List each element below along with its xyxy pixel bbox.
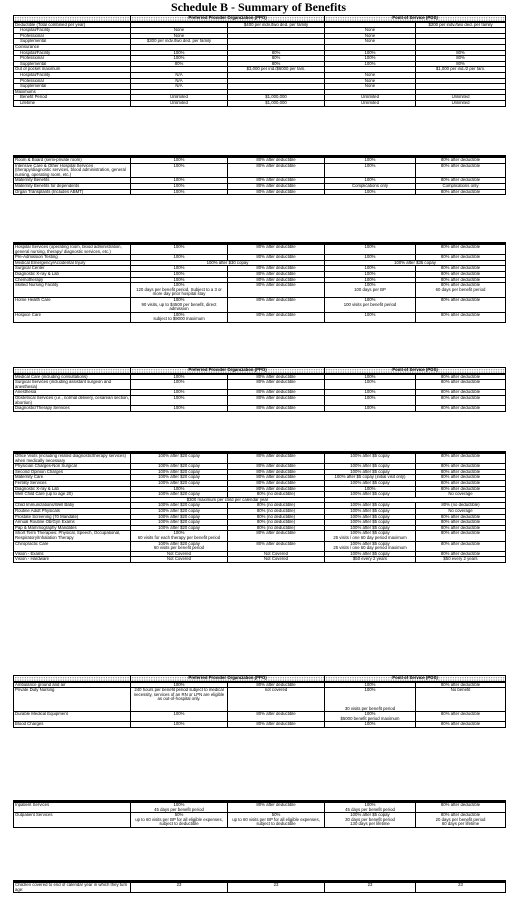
pos-in-network-cell: 100% after $5 copay	[325, 464, 416, 470]
ppo-in-network-cell: 100%	[131, 395, 228, 405]
pos-out-network-cell: 80% after deductible	[416, 514, 506, 520]
row-label: Medical Emergency/Accidental Injury	[14, 260, 131, 266]
row-label: Vision - Exams	[14, 551, 131, 557]
pos-in-network-cell: 100%	[325, 178, 416, 184]
header-pos: Point of Service (POS)	[325, 16, 506, 22]
ppo-out-network-cell: 80% after deductible	[228, 312, 325, 322]
row-label: Maternity Benefits for dependents	[14, 183, 131, 189]
pos-out-network-cell: 80% (no deductible)	[416, 503, 506, 509]
pos-out-network-cell: 80% after deductible	[416, 380, 506, 390]
table-row	[14, 541, 506, 551]
table-row	[14, 557, 506, 563]
row-label: Diagnostic/Therapy Services	[14, 406, 131, 412]
ppo-out-network-cell: 80% after deductible	[228, 395, 325, 405]
pos-in-network-cell: 100% after $5 copay	[325, 520, 416, 526]
table-row	[14, 100, 506, 106]
pos-in-network-cell: 100% after $5 copay 25 visits / one 60 day period maximum	[325, 541, 416, 551]
table-row	[14, 883, 506, 893]
row-label: Pap & Mammography Mandates	[14, 525, 131, 531]
pos-in-network-cell: 100% 100 days per BP	[325, 283, 416, 298]
pos-in-network-cell: 100% after $5 copay 30 days per benefit period 130 days per lifetime	[325, 813, 416, 828]
pos-in-network-cell: 100% after $5 copay	[325, 454, 416, 464]
table-row	[14, 245, 506, 255]
row-label: Benefit Period	[14, 95, 131, 101]
row-label: Supplemental	[14, 84, 131, 90]
row-label: Home Health Care	[14, 297, 131, 312]
ppo-out-network-cell: 80%	[228, 56, 325, 62]
pos-in-network-cell: None	[325, 78, 416, 84]
pos-in-network-cell: 100%	[325, 395, 416, 405]
pos-in-network-cell: 100%	[325, 722, 416, 728]
ppo-in-network-cell: 100%	[131, 189, 228, 195]
ppo-in-network-cell: None	[131, 33, 228, 39]
pos-out-network-cell: 80% after deductible	[416, 406, 506, 412]
ppo-out-network-cell: 80% after deductible	[228, 454, 325, 464]
pos-in-network-cell: 100%	[325, 486, 416, 492]
pos-in-network-cell: 100%	[325, 61, 416, 67]
ppo-in-network-cell: N/A	[131, 84, 228, 90]
pos-out-network-cell: 80% after deductible	[416, 390, 506, 396]
row-label: Diagnostic X-ray & Lab	[14, 271, 131, 277]
ppo-out-network-cell: 80% after deductible	[228, 380, 325, 390]
table-row	[14, 803, 506, 813]
pos-out-network-cell: 80% after deductible	[416, 531, 506, 541]
ppo-in-network-cell: 100%	[131, 374, 228, 380]
ppo-in-network-cell: Not Covered	[131, 557, 228, 563]
table-row	[14, 283, 506, 298]
pos-in-network-cell: 100% after $5 copay	[325, 525, 416, 531]
pos-out-network-cell: 80% after deductible 60 days per benefit period	[416, 283, 506, 298]
ppo-out-network-cell: 80%	[228, 61, 325, 67]
ppo-in-network-cell: 100% after $20 copay	[131, 503, 228, 509]
ppo-in-network-cell: 100% after $20 copay	[131, 492, 228, 498]
ppo-in-network-cell: 100%	[131, 271, 228, 277]
row-label: Private Duty Nursing	[14, 688, 131, 712]
pos-out-network-cell: $50 every 2 years	[416, 557, 506, 563]
ppo-out-network-cell: 80% after deductible	[228, 469, 325, 475]
row-label: Durable Medical Equipment	[14, 712, 131, 722]
ppo-out-network-cell: 80% after deductible	[228, 277, 325, 283]
ppo-in-network-cell: 100%	[131, 163, 228, 178]
row-label: Lifetime	[14, 100, 131, 106]
ppo-out-network-cell: 80% after deductible	[228, 712, 325, 722]
ppo-in-network-cell: 100% after $20 copay	[131, 454, 228, 464]
pos-out-network-cell: 80% after deductible	[416, 541, 506, 551]
ppo-in-network-cell: 100% after $20 copay	[131, 469, 228, 475]
row-label: Blood Charges	[14, 722, 131, 728]
table-row	[14, 454, 506, 464]
pos-out-network-cell: 80% after deductible	[416, 245, 506, 255]
table-section-1	[13, 15, 506, 107]
pos-in-network-cell: 100%	[325, 271, 416, 277]
pos-out-network-cell: 80% after deductible	[416, 158, 506, 164]
pos-out-network-cell: $1,000 per ind./2 per fam.	[416, 67, 506, 73]
pos-out-network-cell: 80% after deductible	[416, 682, 506, 688]
ppo-in-network-cell: None	[131, 28, 228, 34]
ppo-out-network-cell: 80% (no deductible)	[228, 508, 325, 514]
ppo-in-network-cell: 100%	[131, 722, 228, 728]
pos-in-network-cell: None	[325, 39, 416, 45]
header-pos: Point of Service (POS)	[325, 368, 506, 374]
pos-out-network-cell: 80% after deductible	[416, 454, 506, 464]
row-label: Supplemental	[14, 39, 131, 45]
pos-out-network-cell: 80% after deductible	[416, 722, 506, 728]
row-label: Second Opinion Charges	[14, 469, 131, 475]
ppo-out-network-cell: 80% (no deductible)	[228, 503, 325, 509]
pos-out-network-cell: No coverage	[416, 508, 506, 514]
ppo-out-network-cell: 80% after deductible	[228, 406, 325, 412]
pos-out-network-cell: $200 per indv./two ded. per family	[416, 22, 506, 28]
ppo-in-network-cell: 100% 45 days per benefit period	[131, 803, 228, 813]
ppo-in-network-cell: 100%	[131, 277, 228, 283]
ppo-in-network-cell: 100%	[131, 390, 228, 396]
ppo-in-network-cell: 100% after $20 copay	[131, 475, 228, 481]
header-ppo: Preferred Provider Organization (PPO)	[131, 676, 325, 682]
row-label: Inpatient Services	[14, 803, 131, 813]
row-label: Medical Care (including consultations)	[14, 374, 131, 380]
table-section-2	[13, 155, 506, 195]
row-label: Children covered to end of calendar year in which they turn age:	[14, 883, 131, 893]
table-row	[14, 312, 506, 322]
ppo-out-network-cell: 23	[228, 883, 325, 893]
ppo-in-network-cell: 100% 90 visits, up to $4500 per benefit, direct admission	[131, 297, 228, 312]
ppo-out-network-cell: 80% after deductible	[228, 480, 325, 486]
pos-out-network-cell: 80%	[416, 56, 506, 62]
pos-in-network-cell: 100% after $5 copay 25 visits / one 60 day period maximum	[325, 531, 416, 541]
ppo-out-network-cell: 80% (no deductible)	[228, 525, 325, 531]
row-label: Surgical Center	[14, 266, 131, 272]
pos-out-network-cell: 80% after deductible	[416, 178, 506, 184]
ppo-out-network-cell: 80% after deductible	[228, 158, 325, 164]
row-label: Room & Board (semi-private room)	[14, 158, 131, 164]
pos-out-network-cell: No coverage	[416, 492, 506, 498]
table-section-3	[13, 242, 506, 323]
ppo-out-network-cell: not covered	[228, 688, 325, 712]
pos-in-network-cell: 100%	[325, 380, 416, 390]
row-label: Diagnostic X-ray & Lab	[14, 486, 131, 492]
pos-out-network-cell: Unlimited	[416, 100, 506, 106]
ppo-out-network-cell: 80% after deductible	[228, 475, 325, 481]
row-label: Hospital Services (operating room, blood administration, general nursing, therapy/ diagnostic services, etc.)	[14, 245, 131, 255]
header-ppo: Preferred Provider Organization (PPO)	[131, 16, 325, 22]
ppo-out-network-cell: 80% after deductible	[228, 178, 325, 184]
pos-in-network-cell: 100% after $5 copay	[325, 480, 416, 486]
table-row	[14, 406, 506, 412]
ppo-out-network-cell: 80% after deductible	[228, 682, 325, 688]
ppo-out-network-cell: 80% (no deductible)	[228, 520, 325, 526]
pos-in-network-cell: None	[325, 72, 416, 78]
ppo-in-network-cell: 100% after $20 copay	[131, 508, 228, 514]
pos-in-network-cell: 23	[325, 883, 416, 893]
ppo-in-network-cell: $300 per indv./two ded. per family	[131, 39, 228, 45]
ppo-in-network-cell: 100% after $20 copay	[131, 480, 228, 486]
row-label: Deductible (Total combined per year)	[14, 22, 131, 28]
ppo-in-network-cell: 100%	[131, 56, 228, 62]
pos-in-network-cell: $50 every 2 years	[325, 557, 416, 563]
ppo-out-network-cell: Not Covered	[228, 557, 325, 563]
ppo-in-network-cell: 100% after $20 copay 60 visits per benefit period	[131, 541, 228, 551]
row-label: Physician Charges-Non Surgical	[14, 464, 131, 470]
ppo-in-network-cell: 100%	[131, 255, 228, 261]
ppo-out-network-cell: $400 per indv./two ded. per family	[228, 22, 325, 28]
ppo-out-network-cell: 80% after deductible	[228, 255, 325, 261]
pos-in-network-cell: 100%	[325, 245, 416, 255]
pos-out-network-cell: 80% after deductible	[416, 312, 506, 322]
pos-out-network-cell: 80% after deductible	[416, 464, 506, 470]
ppo-out-network-cell: 80% after deductible	[228, 374, 325, 380]
page-title: Schedule B - Summary of Benefits	[171, 0, 346, 14]
ppo-in-network-cell: 100% 120 days per benefit period, Subject to a 3 or more day prior hospital stay	[131, 283, 228, 298]
pos-in-network-cell: 100%	[325, 277, 416, 283]
header-ppo: Preferred Provider Organization (PPO)	[131, 368, 325, 374]
pos-in-network-cell: 100%	[325, 255, 416, 261]
row-label: Surgical Services (including assistant surgeon and anesthesia)	[14, 380, 131, 390]
pos-in-network-cell: 100%	[325, 406, 416, 412]
ppo-in-network-cell: 100%	[131, 158, 228, 164]
pos-in-network-cell: None	[325, 33, 416, 39]
table-section-4	[13, 367, 506, 412]
ppo-combined-cell: 100% after $30 copay	[131, 260, 325, 266]
row-label: Outpatient Services	[14, 813, 131, 828]
pos-out-network-cell: 80% after deductible	[416, 469, 506, 475]
pos-in-network-cell: 100%	[325, 312, 416, 322]
pos-in-network-cell: Unlimited	[325, 95, 416, 101]
pos-out-network-cell: 80% after deductible	[416, 163, 506, 178]
row-label: Maternity Benefits	[14, 178, 131, 184]
table-row	[14, 722, 506, 728]
pos-out-network-cell: 23	[416, 883, 506, 893]
pos-out-network-cell: 80% after deductible	[416, 277, 506, 283]
pos-out-network-cell: Unlimited	[416, 95, 506, 101]
row-label: Obstetrical Services (i.e., normal delivery, cesarean section, abortion)	[15, 395, 129, 405]
pos-out-network-cell: 80% after deductible	[416, 525, 506, 531]
row-label: Out of pocket maximum	[14, 67, 131, 73]
table-section-7	[13, 800, 506, 828]
ppo-out-network-cell: 80% after deductible	[228, 297, 325, 312]
ppo-out-network-cell: $1,000,000	[228, 100, 325, 106]
pos-in-network-cell: 100% after $5 copay	[325, 551, 416, 557]
ppo-out-network-cell: 80% after deductible	[228, 283, 325, 298]
row-label: Child Immunizations/Well Baby	[14, 503, 131, 509]
row-label: Supplemental	[14, 61, 131, 67]
ppo-in-network-cell: 100%	[131, 712, 228, 722]
ppo-out-network-cell: $3,000 per ind./$6000 per fam.	[228, 67, 325, 73]
ppo-in-network-cell: 100% after $20 copay	[131, 464, 228, 470]
pos-out-network-cell: 80% after deductible	[416, 255, 506, 261]
table-row	[14, 395, 506, 405]
row-label: Fertility Services	[14, 480, 131, 486]
ppo-out-network-cell: 80% after deductible	[228, 189, 325, 195]
row-label: Hospital/Facility	[14, 50, 131, 56]
table-section-8	[13, 880, 506, 893]
table-row	[14, 712, 506, 722]
ppo-in-network-cell: 100%	[131, 406, 228, 412]
ppo-in-network-cell: 100%	[131, 682, 228, 688]
table-section-5	[13, 451, 506, 563]
pos-out-network-cell: 80% after deductible	[416, 486, 506, 492]
pos-in-network-cell: 100%	[325, 189, 416, 195]
ppo-in-network-cell: N/A	[131, 78, 228, 84]
pos-out-network-cell: 80% after deductible	[416, 395, 506, 405]
pos-in-network-cell: 100% 30 visits per benefit period	[325, 688, 416, 712]
pos-out-network-cell: 80% after deductible	[416, 480, 506, 486]
row-label: Professional	[14, 78, 131, 84]
table-row	[14, 297, 506, 312]
pos-out-network-cell: 80% after deductible	[416, 475, 506, 481]
ppo-in-network-cell: 100%	[131, 380, 228, 390]
row-label: Hospice Care	[14, 312, 131, 322]
ppo-out-network-cell: 80% after deductible	[228, 531, 325, 541]
ppo-in-network-cell: 240 hours per benefit period subject to medical necessity, services of an RN or LPN are eligible as out-of-hospital only.	[131, 688, 228, 712]
ppo-out-network-cell: 80%	[228, 50, 325, 56]
pos-out-network-cell: 80% after deductible	[416, 271, 506, 277]
row-label: Coinsurance	[14, 44, 131, 50]
row-label: Maximums	[14, 89, 131, 95]
pos-in-network-cell: Unlimited	[325, 100, 416, 106]
ppo-in-network-cell: 23	[131, 883, 228, 893]
ppo-in-network-cell: 100% subject to $9000 maximum	[131, 312, 228, 322]
ppo-in-network-cell: 100% 60 visits for each therapy per benefit period	[131, 531, 228, 541]
pos-out-network-cell: 80% after deductible	[416, 712, 506, 722]
ppo-out-network-cell: Not Covered	[228, 551, 325, 557]
pos-in-network-cell: 100%	[325, 390, 416, 396]
row-label: Professional	[14, 33, 131, 39]
row-label: Chiropractic Care	[14, 541, 131, 551]
pos-in-network-cell: 100% after $5 copay	[325, 508, 416, 514]
table-row	[14, 163, 506, 178]
row-label: Annual Routine Ob/Gyn Exams	[14, 520, 131, 526]
pos-in-network-cell: 100%	[325, 50, 416, 56]
row-label: Anesthesia	[14, 390, 131, 396]
pos-out-network-cell: 80%	[416, 50, 506, 56]
ppo-in-network-cell: 80%	[131, 61, 228, 67]
table-row	[14, 189, 506, 195]
pos-out-network-cell: 80% after deductible	[416, 297, 506, 312]
row-label: Intensive Care & Other Hospital Services (therapy/diagnostic services, blood administration, general nursing, operating room, etc.)	[14, 163, 131, 178]
ppo-in-network-cell: 100%	[131, 245, 228, 255]
pos-out-network-cell: 80% after deductible	[416, 266, 506, 272]
ppo-in-network-cell: Not Covered	[131, 551, 228, 557]
pos-in-network-cell: 100% 100 visits per benefit period	[325, 297, 416, 312]
ppo-in-network-cell: 100% after $20 copay	[131, 520, 228, 526]
pos-in-network-cell: 100% after $5 copay	[325, 492, 416, 498]
row-label: Routine Adult Physicals	[14, 508, 131, 514]
ppo-in-network-cell: 100% after $20 copay	[131, 514, 228, 520]
ppo-in-network-cell: 100% after $20 copay	[131, 525, 228, 531]
pos-out-network-cell: 80% after deductible	[416, 803, 506, 813]
row-label: Skilled Nursing Facility	[14, 283, 131, 298]
pos-combined-cell: 100% after $35 copay	[325, 260, 506, 266]
row-label: Maternity Care	[14, 475, 131, 481]
pos-out-network-cell: 80%	[416, 61, 506, 67]
pos-in-network-cell: 100% after $5 copay	[325, 514, 416, 520]
pos-in-network-cell: 100% after $5 copay	[325, 503, 416, 509]
pos-in-network-cell: 100% 45 days per benefit period	[325, 803, 416, 813]
pos-in-network-cell: 100% $5000 benefit period maximum	[325, 712, 416, 722]
row-label: Vision - Hardware	[14, 557, 131, 563]
ppo-out-network-cell: 50% up to 60 visits per BP for all eligible expenses, subject to deductible	[228, 813, 325, 828]
pos-in-network-cell: None	[325, 28, 416, 34]
ppo-out-network-cell: 80% after deductible	[228, 541, 325, 551]
ppo-in-network-cell: N/A	[131, 72, 228, 78]
table-row	[14, 531, 506, 541]
ppo-in-network-cell: Unlimited	[131, 95, 228, 101]
table-row	[14, 380, 506, 390]
pos-in-network-cell: 100%	[325, 266, 416, 272]
row-label: Prostate Screening (70 Mandate)	[14, 514, 131, 520]
pos-in-network-cell: None	[325, 84, 416, 90]
ppo-combined-cell: $300 maximum per child per calendar year	[131, 497, 325, 503]
row-label: Professional	[14, 56, 131, 62]
ppo-in-network-cell: Unlimited	[131, 100, 228, 106]
pos-out-network-cell: 80% after deductible	[416, 520, 506, 526]
ppo-out-network-cell: 80% after deductible	[228, 803, 325, 813]
ppo-out-network-cell: 80% (no deductible)	[228, 492, 325, 498]
ppo-in-network-cell: 100%	[131, 266, 228, 272]
ppo-in-network-cell: 100%	[131, 50, 228, 56]
row-label: Short Term Therapies: Physical, Speech, Occupational, Respiratory/Inhalation Therapy	[14, 531, 131, 541]
ppo-out-network-cell: $1,000,000	[228, 95, 325, 101]
pos-out-network-cell: 80% after deductible	[416, 374, 506, 380]
row-label: Ambulance ground and air	[14, 682, 131, 688]
ppo-out-network-cell: 80% after deductible	[228, 266, 325, 272]
pos-in-network-cell: 100%	[325, 158, 416, 164]
table-row	[14, 813, 506, 828]
header-pos: Point of Service (POS)	[325, 676, 506, 682]
pos-in-network-cell: 100%	[325, 56, 416, 62]
ppo-out-network-cell: 80% after deductible	[228, 271, 325, 277]
pos-out-network-cell: No benefit	[416, 688, 506, 712]
ppo-out-network-cell: 80% after deductible	[228, 390, 325, 396]
row-label: Office Visits (including related diagnostic/therapy services) when medically necessary	[14, 454, 131, 464]
pos-in-network-cell: 100%	[325, 682, 416, 688]
ppo-in-network-cell: 100%	[131, 486, 228, 492]
pos-in-network-cell: 100%	[325, 163, 416, 178]
ppo-out-network-cell: 80% after deductible	[228, 486, 325, 492]
row-label: Pre-Admission Testing	[14, 255, 131, 261]
table-section-6	[13, 675, 506, 728]
pos-in-network-cell: 100%	[325, 374, 416, 380]
ppo-out-network-cell: 80% after deductible	[228, 245, 325, 255]
pos-out-network-cell: 80% after deductible 20 days per benefit period 60 days per lifetime	[416, 813, 506, 828]
pos-in-network-cell: Complications only	[325, 183, 416, 189]
row-label: Hospital/Facility	[14, 72, 131, 78]
pos-in-network-cell: 100% after $5 copay	[325, 469, 416, 475]
ppo-out-network-cell: 80% after deductible	[228, 722, 325, 728]
pos-out-network-cell: Complications only	[416, 183, 506, 189]
ppo-out-network-cell: 80% (no deductible)	[228, 514, 325, 520]
pos-out-network-cell: 80% after deductible	[416, 551, 506, 557]
ppo-out-network-cell: 80% after deductible	[228, 464, 325, 470]
row-label: Chemotherapy	[14, 277, 131, 283]
ppo-in-network-cell: 50% up to 60 visits per BP for all eligible expenses, subject to deductible	[131, 813, 228, 828]
pos-out-network-cell: 80% after deductible	[416, 189, 506, 195]
row-label: Hospital/Facility	[14, 28, 131, 34]
table-row	[14, 688, 506, 712]
ppo-out-network-cell: 80% after deductible	[228, 183, 325, 189]
ppo-out-network-cell: 80% after deductible	[228, 163, 325, 178]
pos-in-network-cell: 100% after $5 copay (initial visit only)	[325, 475, 416, 481]
ppo-in-network-cell: 100%	[131, 183, 228, 189]
row-label: Organ Transplants (Includes ABMT)	[14, 189, 131, 195]
row-label: Well Child Care (up to age 20)	[14, 492, 131, 498]
ppo-in-network-cell: 100%	[131, 178, 228, 184]
